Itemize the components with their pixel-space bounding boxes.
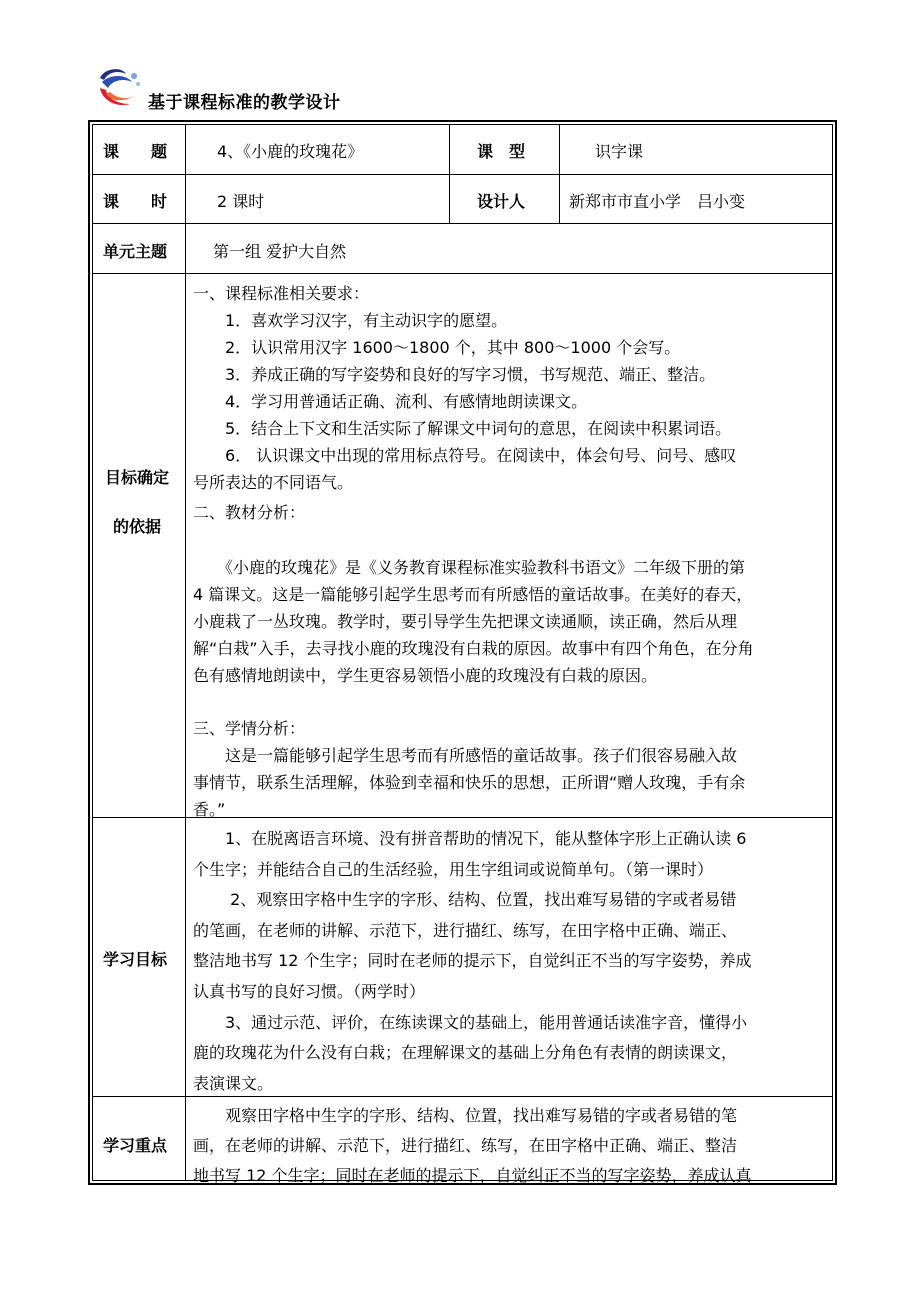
label-unit-theme: 单元主题: [103, 242, 168, 261]
basis-line: 解“白栽”入手，去寻找小鹿的玫瑰没有白栽的原因。故事中有四个角色，在分角: [193, 639, 754, 658]
label-periods: 课 时: [103, 192, 168, 211]
key-point-line: 观察田字格中生字的字形、结构、位置，找出难写易错的字或者易错的笔: [193, 1106, 738, 1125]
basis-line: 6． 认识课文中出现的常用标点符号。在阅读中，体会句号、问号、感叹: [193, 446, 737, 465]
basis-line: 一、课程标准相关要求：: [193, 284, 370, 303]
label-objectives: 学习目标: [103, 950, 168, 969]
label-key-points: 学习重点: [103, 1136, 168, 1155]
objective-line: 的笔画，在老师的讲解、示范下，进行描红、练写，在田字格中正确、端正、: [193, 920, 738, 940]
basis-line: 小鹿栽了一丛玫瑰。教学时，要引导学生先把课文读通顺，读正确，然后从理: [193, 612, 738, 631]
label-lesson-type: 课 型: [477, 142, 526, 161]
lesson-design-table: [88, 120, 837, 1185]
basis-line: 2．认识常用汉字 1600～1800 个，其中 800～1000 个会写。: [193, 338, 681, 357]
document-title: 基于课程标准的教学设计: [148, 93, 341, 113]
objective-line: 鹿的玫瑰花为什么没有白栽；在理解课文的基础上分角色有表情的朗读课文，: [193, 1043, 738, 1063]
basis-line: 号所表达的不同语气。: [193, 473, 354, 492]
objective-line: 1、在脱离语言环境、没有拼音帮助的情况下，能从整体字形上正确认读 6: [193, 829, 747, 848]
value-designer: 新郑市市直小学 吕小变: [569, 192, 746, 211]
basis-line: 4 篇课文。这是一篇能够引起学生思考而有所感悟的童话故事。在美好的春天，: [193, 585, 753, 604]
value-topic: 4、《小鹿的玫瑰花》: [217, 142, 364, 161]
basis-line: 色有感情地朗读中，学生更容易领悟小鹿的玫瑰没有白栽的原因。: [193, 666, 658, 685]
objective-line: 整洁地书写 12 个生字；同时在老师的提示下，自觉纠正不当的写字姿势，养成: [193, 951, 752, 971]
basis-line: 《小鹿的玫瑰花》是《义务教育课程标准实验教科书语文》二年级下册的第: [193, 558, 746, 577]
label-basis-line1: 目标确定: [105, 468, 170, 487]
basis-line: 3．养成正确的写字姿势和良好的写字习惯，书写规范、端正、整洁。: [193, 365, 716, 384]
objective-line: 个生字；并能结合自己的生活经验，用生字组词或说简单句。（第一课时）: [193, 859, 714, 879]
swirl-logo-icon: [96, 66, 142, 110]
label-designer: 设计人: [477, 192, 526, 211]
value-unit-theme: 第一组 爱护大自然: [213, 242, 347, 261]
objective-line: 3、通过示范、评价，在练读课文的基础上，能用普通话读准字音，懂得小: [193, 1012, 748, 1032]
basis-line: 二、教材分析：: [193, 503, 306, 522]
basis-line: 1．喜欢学习汉字，有主动识字的愿望。: [193, 311, 508, 330]
basis-line: 事情节，联系生活理解，体验到幸福和快乐的思想，正所谓“赠人玫瑰，手有余: [193, 773, 746, 792]
basis-line: 三、学情分析：: [193, 719, 306, 738]
basis-line: 4．学习用普通话正确、流利、有感情地朗读课文。: [193, 392, 588, 411]
label-topic: 课 题: [103, 142, 168, 161]
value-lesson-type: 识字课: [595, 142, 644, 161]
label-basis-line2: 的依据: [113, 517, 162, 536]
basis-line: 香。”: [193, 800, 226, 819]
basis-line: 这是一篇能够引起学生思考而有所感悟的童话故事。孩子们很容易融入故: [193, 746, 738, 765]
value-periods: 2 课时: [217, 192, 265, 211]
key-point-line: 画，在老师的讲解、示范下，进行描红、练写，在田字格中正确、端正、整洁: [193, 1136, 738, 1155]
objective-line: 表演课文。: [193, 1073, 274, 1093]
key-point-line: 地书写 12 个生字；同时在老师的提示下，自觉纠正不当的写字姿势，养成认真: [193, 1166, 752, 1185]
basis-line: 5．结合上下文和生活实际了解课文中词句的意思，在阅读中积累词语。: [193, 419, 732, 438]
objective-line: 认真书写的良好习惯。（两学时）: [193, 982, 426, 1001]
objective-line: 2、观察田字格中生字的字形、结构、位置，找出难写易错的字或者易错: [193, 890, 737, 910]
